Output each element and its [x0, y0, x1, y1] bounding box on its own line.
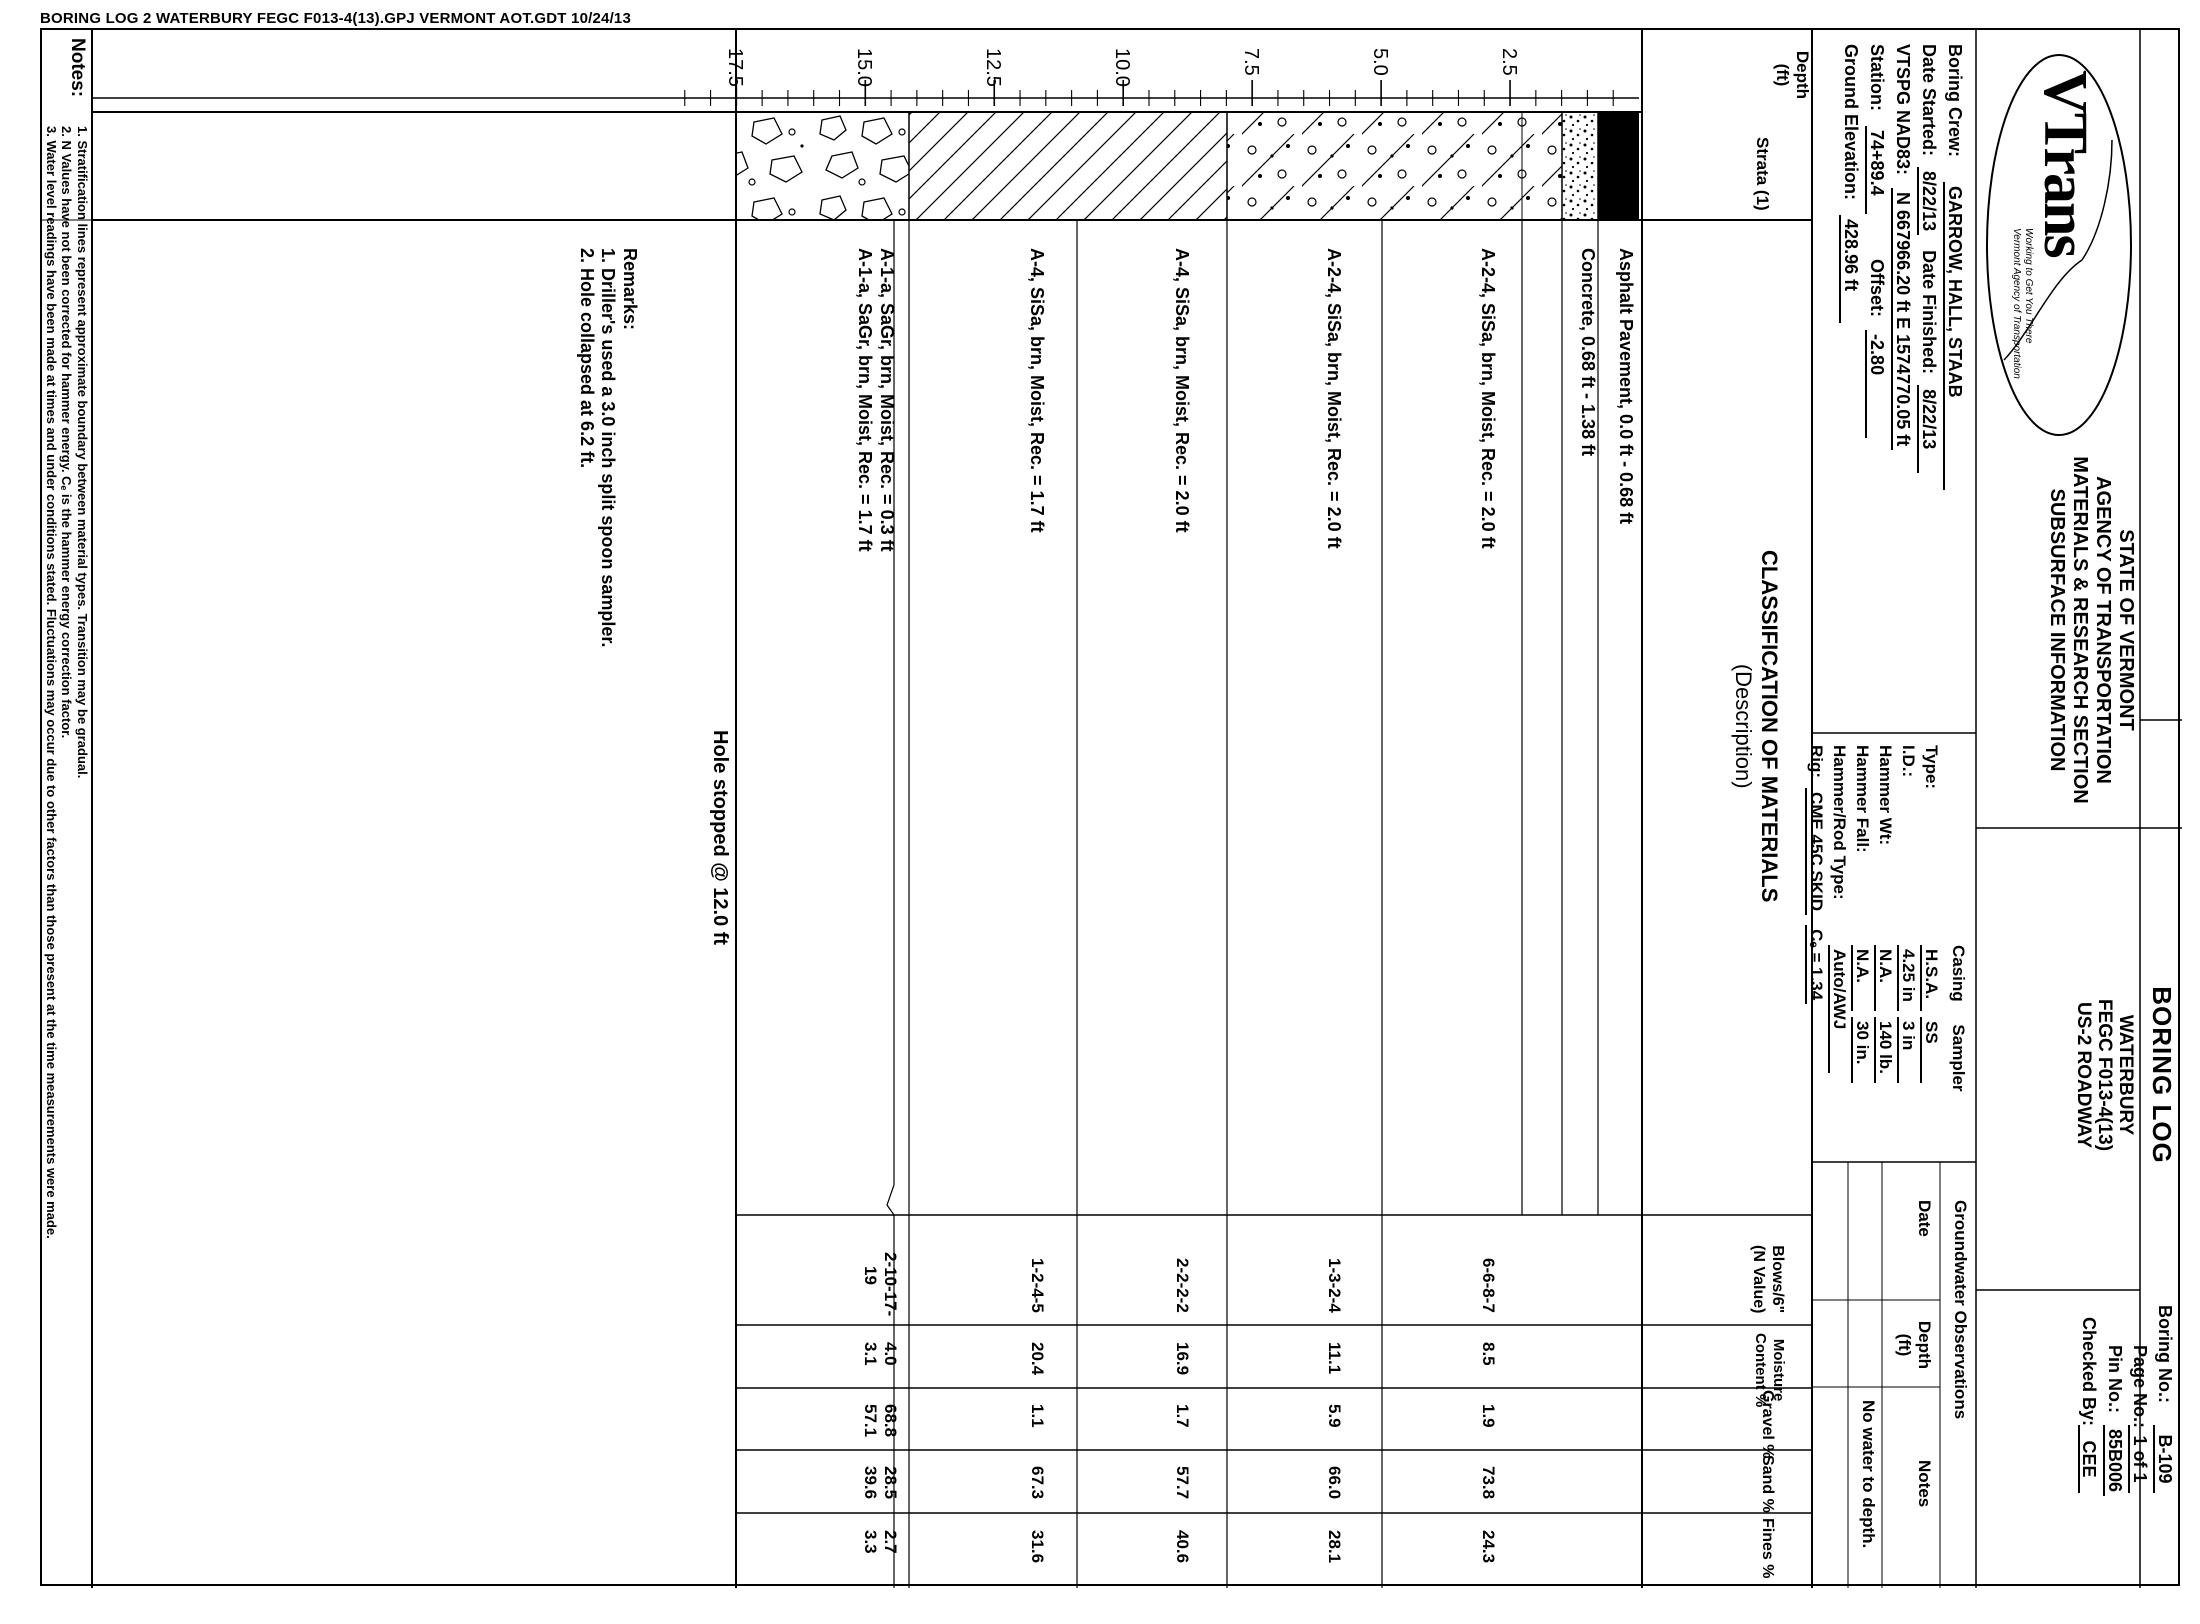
- classification-column-header: [1729, 550, 1782, 902]
- depth-tick-label: 17.5: [724, 48, 747, 87]
- equip-hammer-fall-casing: N.A.: [1851, 945, 1871, 1011]
- project-line-1: WATERBURY: [2115, 1014, 2136, 1136]
- fines-value-5a: 2.7: [881, 1530, 900, 1554]
- gravel-value-3: 1.7: [1173, 1404, 1192, 1428]
- strata-column-header: Strata (1): [1753, 137, 1772, 211]
- pin-no-value: 85B006: [2103, 1425, 2124, 1496]
- groundwater-depth-header: Depth (ft): [1894, 1320, 1934, 1370]
- date-finished-value: 8/22/13: [1917, 385, 1938, 473]
- depth-tick-label: 7.5: [1240, 48, 1263, 76]
- sand-value-5a: 28.5: [881, 1466, 900, 1500]
- checked-by-value: CEE: [2078, 1425, 2099, 1493]
- fines-value-1: 24.3: [1479, 1530, 1498, 1564]
- vtrans-logo-text: VTrans: [2031, 70, 2099, 257]
- offset-label: Offset:: [1866, 259, 1887, 318]
- depth-tick-label: 15.0: [853, 48, 876, 87]
- moisture-value-1: 8.5: [1479, 1342, 1498, 1366]
- sand-value-1: 73.8: [1479, 1466, 1498, 1500]
- gravel-value-5: [859, 1404, 900, 1437]
- equip-hammer-wt-sampler: 140 lb.: [1874, 1017, 1894, 1083]
- agency-line-4: SUBSURFACE INFORMATION: [2046, 488, 2068, 772]
- blows-value-5a: 2-10-17-: [881, 1252, 900, 1317]
- classification-subheader-text: (Description): [1730, 663, 1756, 789]
- boring-no-value: B-109: [2153, 1425, 2174, 1493]
- depth-axis-ticks: [685, 80, 1613, 106]
- blows-value-5b: 19: [860, 1266, 880, 1285]
- sand-value-5: [859, 1466, 900, 1499]
- agency-line-3: MATERIALS & RESEARCH SECTION: [2069, 456, 2091, 804]
- project-line-3: US-2 ROADWAY: [2073, 1001, 2095, 1149]
- ground-elevation-value: 428.96 ft: [1839, 215, 1860, 323]
- strata-silt: [909, 112, 1227, 220]
- strata-silty-sand: [1227, 112, 1562, 220]
- equip-id-label: I.D.:: [1899, 745, 1919, 778]
- fines-value-5: [859, 1530, 900, 1554]
- remarks-title: Remarks:: [620, 248, 640, 331]
- date-started-value: 8/22/13: [1917, 167, 1938, 235]
- offset-value: -2.80: [1865, 330, 1886, 438]
- fines-value-5b: 3.3: [860, 1530, 880, 1554]
- notes-title: Notes:: [67, 38, 88, 98]
- blows-value-1: 6-6-8-7: [1479, 1258, 1498, 1313]
- description-asphalt: Asphalt Pavement, 0.0 ft - 0.68 ft: [1616, 248, 1636, 525]
- fines-value-3: 40.6: [1173, 1530, 1192, 1564]
- vtrans-subline-text: Vermont Agency of Transportation: [2011, 228, 2022, 379]
- note-item-2: 2. N Values have not been corrected for hammer energy. Cₑ is the hammer energy correction factor.: [59, 126, 75, 739]
- agency-title: [2045, 450, 2137, 810]
- description-layer-2: A-2-4, SiSa, brn, Moist, Rec. = 2.0 ft: [1324, 248, 1344, 549]
- description-concrete: Concrete, 0.68 ft - 1.38 ft: [1578, 248, 1598, 457]
- description-layer-4: A-4, SiSa, brn, Moist, Rec. = 1.7 ft: [1027, 248, 1047, 533]
- ground-elevation-label: Ground Elevation:: [1840, 44, 1861, 201]
- blows-value-4: 1-2-4-5: [1028, 1258, 1047, 1313]
- blows-header-text: Blows/6": [1769, 1245, 1786, 1314]
- vtrans-logo-tagline: [2010, 228, 2034, 379]
- depth-header-text: Depth: [1793, 50, 1812, 100]
- checked-by-label: Checked By:: [2079, 1317, 2100, 1427]
- blows-subheader-text: (N Value): [1749, 1245, 1767, 1314]
- moisture-value-2: 11.1: [1325, 1342, 1344, 1375]
- equip-rig-value: CME 45C SKID: [1805, 788, 1825, 915]
- gravel-value-2: 5.9: [1325, 1404, 1344, 1428]
- equipment-col-headers: [1948, 945, 1968, 1092]
- depth-tick-label: 10.0: [1111, 48, 1134, 87]
- depth-unit-text: (ft): [1772, 63, 1792, 87]
- equip-rod-type-value: Auto/AWJ: [1828, 945, 1848, 1073]
- note-item-1: 1. Stratification lines represent approximate boundary between material types. Transition may be gradual.: [75, 126, 90, 779]
- moisture-value-4: 20.4: [1028, 1342, 1047, 1376]
- equip-type-sampler: SS: [1920, 1017, 1940, 1083]
- vtspg-value: N 667966.20 ft E 1574770.05 ft: [1891, 188, 1912, 450]
- strata-gravel: [736, 112, 909, 220]
- equipment-block: [1804, 745, 1942, 1083]
- boring-no-label: Boring No.:: [2155, 1305, 2175, 1403]
- remarks-item-1: 1. Driller's used a 3.0 inch split spoon sampler.: [598, 248, 619, 648]
- equip-ce-value: Cₑ = 1.34: [1805, 925, 1825, 1004]
- equip-rig-label: Rig:: [1807, 745, 1827, 779]
- blows-value-3: 2-2-2-2: [1173, 1258, 1192, 1313]
- gravel-value-5a: 68.8: [881, 1404, 900, 1438]
- equip-id-sampler: 3 in: [1897, 1017, 1917, 1083]
- fines-value-4: 31.6: [1028, 1530, 1047, 1564]
- date-finished-label: Date Finished:: [1918, 250, 1939, 375]
- station-label: Station:: [1866, 44, 1887, 111]
- station-value: 74+89.4: [1865, 126, 1886, 214]
- moisture-value-5b: 3.1: [860, 1342, 880, 1366]
- equip-type-casing: H.S.A.: [1920, 945, 1940, 1011]
- depth-tick-label: 5.0: [1369, 48, 1392, 76]
- sand-value-2: 66.0: [1325, 1466, 1344, 1500]
- page-title: BORING LOG 2 WATERBURY FEGC F013-4(13).GPJ VERMONT AOT.GDT 10/24/13: [40, 10, 632, 27]
- blows-value-2: 1-3-2-4: [1325, 1258, 1344, 1313]
- description-layer-1: A-2-4, SiSa, brn, Moist, Rec. = 2.0 ft: [1478, 248, 1498, 549]
- moisture-value-5: [859, 1342, 900, 1366]
- depth-tick-label: 12.5: [982, 48, 1005, 87]
- groundwater-title: Groundwater Observations: [1951, 1200, 1970, 1420]
- crew-value: GARROW, HALL, STAAB: [1943, 182, 1964, 490]
- gravel-column-header: Gravel %: [1759, 1390, 1776, 1459]
- agency-line-1: STATE OF VERMONT: [2115, 529, 2137, 731]
- groundwater-notes-header: Notes: [1915, 1460, 1934, 1508]
- description-layer-5b: A-1-a, SaGr, brn, Moist, Rec. = 1.7 ft: [855, 248, 876, 552]
- blows-value-5: [859, 1252, 900, 1316]
- description-layer-5a: A-1-a, SaGr, brn, Moist, Rec. = 0.3 ft: [877, 248, 897, 552]
- equip-type-label: Type:: [1922, 745, 1941, 790]
- blows-column-header: [1749, 1245, 1787, 1313]
- gravel-value-5b: 57.1: [860, 1404, 880, 1438]
- project-info: [2072, 940, 2135, 1210]
- groundwater-date-header: Date: [1915, 1200, 1934, 1237]
- vtrans-tagline-text: Working to Get You There: [2023, 228, 2034, 344]
- crew-label: Boring Crew:: [1945, 44, 1965, 158]
- equip-id-casing: 4.25 in: [1897, 945, 1917, 1011]
- equip-hammer-fall-sampler: 30 in.: [1851, 1017, 1871, 1083]
- project-line-2: FEGC F013-4(13): [2094, 998, 2116, 1152]
- fines-column-header: Fines %: [1759, 1518, 1776, 1579]
- gravel-value-1: 1.9: [1479, 1404, 1498, 1428]
- description-layer-3: A-4, SiSa, brn, Moist, Rec. = 2.0 ft: [1172, 248, 1192, 533]
- strata-concrete: [1562, 112, 1598, 220]
- pin-no-label: Pin No.:: [2104, 1345, 2125, 1413]
- notes-block: [43, 126, 90, 1239]
- gravel-value-4: 1.1: [1028, 1404, 1047, 1428]
- agency-line-2: AGENCY OF TRANSPORTATION: [2092, 476, 2114, 784]
- equip-rod-type-label: Hammer/Rod Type:: [1830, 745, 1850, 900]
- boring-header-block: [1838, 44, 1968, 490]
- remarks-item-2: 2. Hole collapsed at 6.2 ft.: [576, 248, 597, 469]
- casing-col-header: Casing: [1949, 945, 1968, 1002]
- moisture-header-text: Moisture: [1770, 1338, 1787, 1402]
- remarks-block: [575, 248, 640, 647]
- boring-log-sheet: [40, 28, 2180, 1586]
- sand-value-4: 67.3: [1028, 1466, 1047, 1500]
- strata-asphalt: [1598, 112, 1639, 220]
- moisture-subheader-text: Content %: [1752, 1333, 1769, 1408]
- depth-column-header: [1771, 40, 1812, 110]
- page-no-label: Page No.:: [2129, 1345, 2150, 1429]
- fines-value-2: 28.1: [1325, 1530, 1344, 1564]
- hole-stopped-note: Hole stopped @ 12.0 ft: [709, 730, 731, 946]
- note-item-3: 3. Water level readings have been made at times and under conditions stated. Fluctuations may occur due to other factors than those present at the time measurements were made.: [43, 126, 59, 1239]
- description-layer-5: [854, 248, 897, 552]
- groundwater-note: No water to depth.: [1859, 1400, 1878, 1549]
- classification-header-text: CLASSIFICATION OF MATERIALS: [1757, 550, 1782, 903]
- sand-value-5b: 39.6: [860, 1466, 880, 1500]
- moisture-value-3: 16.9: [1173, 1342, 1192, 1376]
- equip-hammer-wt-casing: N.A.: [1874, 945, 1894, 1011]
- equip-hammer-fall-label: Hammer Fall:: [1853, 745, 1873, 853]
- page-no-value: 1 of 1: [2128, 1425, 2149, 1493]
- sand-column-header: Sand %: [1759, 1455, 1776, 1513]
- sand-value-3: 57.7: [1173, 1466, 1192, 1500]
- boring-log-title: BORING LOG: [2147, 986, 2177, 1164]
- equip-hammer-wt-label: Hammer Wt:: [1876, 745, 1896, 846]
- depth-tick-label: 2.5: [1498, 48, 1521, 76]
- vtspg-label: VTSPG NAD83:: [1892, 44, 1913, 176]
- date-started-label: Date Started:: [1918, 44, 1939, 157]
- sampler-col-header: Sampler: [1949, 1024, 1968, 1092]
- moisture-value-5a: 4.0: [881, 1342, 900, 1366]
- boring-number-block: [2076, 1305, 2177, 1496]
